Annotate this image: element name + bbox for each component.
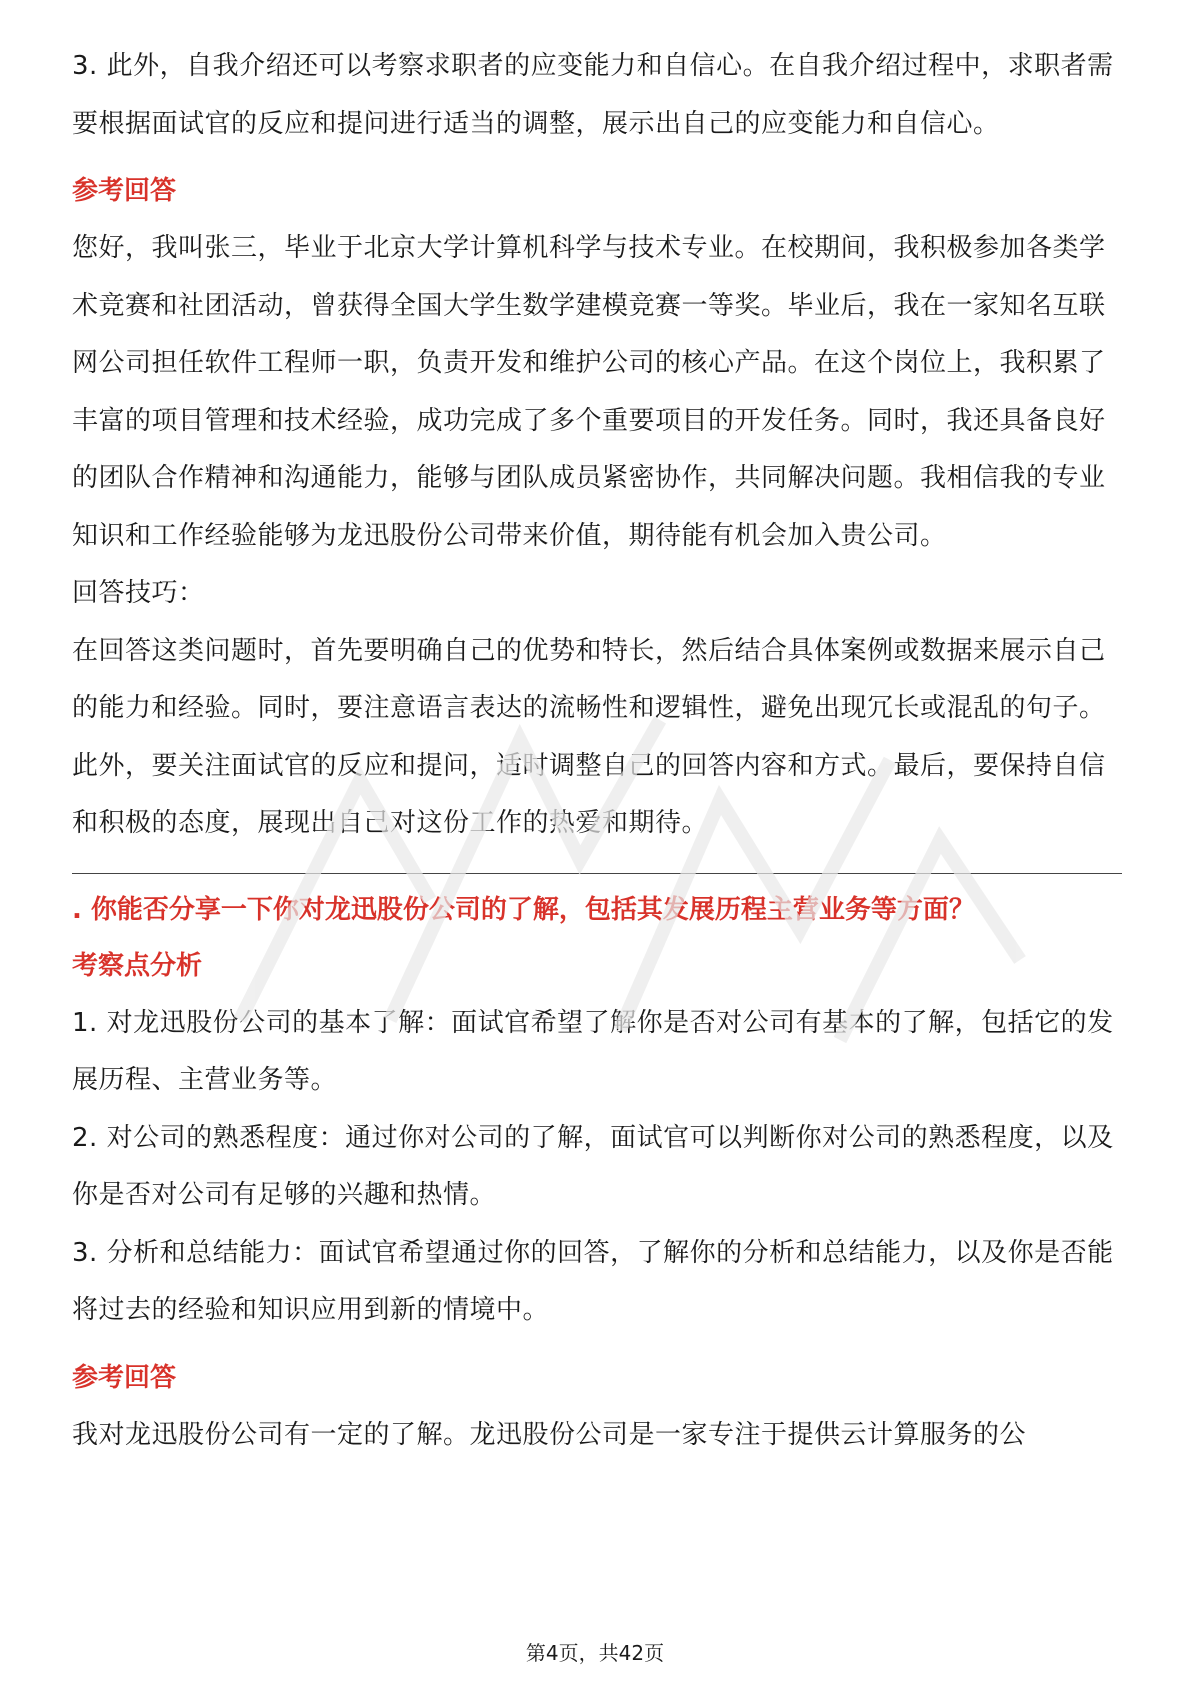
answer-tips-body: 在回答这类问题时，首先要明确自己的优势和特长，然后结合具体案例或数据来展示自己的能力和经验。同时，要注意语言表达的流畅性和逻辑性，避免出现冗长或混乱的句子。此外，要关注面试官的反应和提问，适时调整自己的回答内容和方式。最后，要保持自信和积极的态度，展现出自己对这份工作的热爱和期待。 [72, 635, 1106, 838]
analysis-point-1: 1. 对龙迅股份公司的基本了解：面试官希望了解你是否对公司有基本的了解，包括它的发展历程、主营业务等。 [72, 1007, 1114, 1095]
section-divider [72, 873, 1122, 874]
reference-answer-heading: 参考回答 [72, 176, 177, 206]
question-title: . 你能否分享一下你对龙迅股份公司的了解，包括其发展历程主营业务等方面？ [72, 894, 975, 925]
analysis-point-3: 3. 分析和总结能力：面试官希望通过你的回答，了解你的分析和总结能力，以及你是否能将过去的经验和知识应用到新的情境中。 [72, 1237, 1114, 1325]
answer-tips-label: 回答技巧： [72, 578, 205, 608]
analysis-heading: 考察点分析 [72, 950, 203, 981]
analysis-point-2: 2. 对公司的熟悉程度：通过你对公司的了解，面试官可以判断你对公司的熟悉程度，以及你是否对公司有足够的兴趣和热情。 [72, 1122, 1114, 1210]
document-page [72, 38, 1122, 1464]
intro-point-3: 3. 此外，自我介绍还可以考察求职者的应变能力和自信心。在自我介绍过程中，求职者需要根据面试官的反应和提问进行适当的调整，展示出自己的应变能力和自信心。 [72, 51, 1114, 139]
page-footer: 第4页，共42页 [525, 1641, 665, 1665]
reference-answer-body: 您好，我叫张三，毕业于北京大学计算机科学与技术专业。在校期间，我积极参加各类学术竞赛和社团活动，曾获得全国大学生数学建模竞赛一等奖。毕业后，我在一家知名互联网公司担任软件工程师一职，负责开发和维护公司的核心产品。在这个岗位上，我积累了丰富的项目管理和技术经验，成功完成了多个重要项目的开发任务。同时，我还具备良好的团队合作精神和沟通能力，能够与团队成员紧密协作，共同解决问题。我相信我的专业知识和工作经验能够为龙迅股份公司带来价值，期待能有机会加入贵公司。 [72, 233, 1106, 551]
reference-answer-start: 我对龙迅股份公司有一定的了解。龙迅股份公司是一家专注于提供云计算服务的公 [72, 1419, 1027, 1450]
reference-answer-heading-2: 参考回答 [72, 1362, 177, 1393]
